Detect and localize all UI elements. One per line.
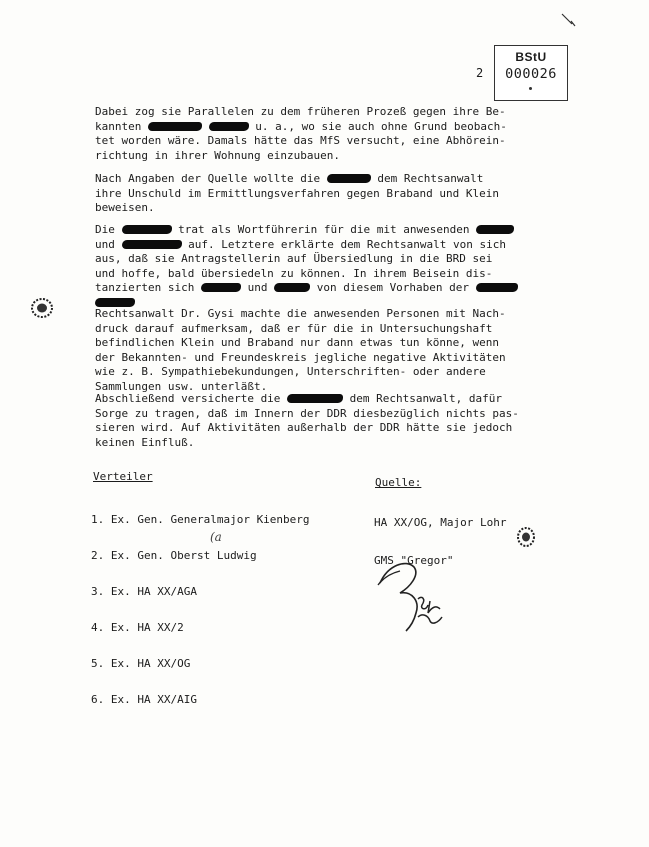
redaction-bar <box>274 283 310 292</box>
body-paragraph <box>95 392 565 450</box>
text-line <box>95 421 565 436</box>
distribution-item: 2. Ex. Gen. Oberst Ludwig <box>91 549 257 562</box>
body-paragraph <box>95 105 565 163</box>
text-line <box>95 336 565 351</box>
corner-pen-mark <box>560 12 580 32</box>
source-line: GMS "Gregor" <box>374 553 454 567</box>
text-line <box>95 201 565 216</box>
text-segment: wie z. B. Sympathiebekundungen, Unterschriften- oder andere <box>95 365 486 378</box>
stamp-number: 000026 <box>505 66 557 82</box>
redaction-bar <box>476 225 514 234</box>
redaction-bar <box>201 283 241 292</box>
text-line <box>95 120 565 135</box>
distribution-heading: Verteiler <box>93 470 153 483</box>
distribution-item: 6. Ex. HA XX/AIG <box>91 693 197 706</box>
text-segment: ihre Unschuld im Ermittlungsverfahren gegen Braband und Klein <box>95 186 499 200</box>
text-segment <box>202 120 209 133</box>
body-paragraph <box>95 307 565 394</box>
text-segment: dem Rechtsanwalt, dafür <box>343 392 503 405</box>
redaction-bar <box>287 394 343 403</box>
redaction-bar <box>122 240 182 249</box>
text-line <box>95 134 565 149</box>
text-line <box>95 392 565 407</box>
stamp-org: BStU <box>515 50 547 64</box>
text-segment: befindlichen Klein und Braband nur dann etwas tun könne, wenn <box>95 336 499 349</box>
text-line <box>95 252 565 267</box>
text-line <box>95 365 565 380</box>
text-segment: und hoffe, bald übersiedeln zu können. In ihrem Beisein dis- <box>95 266 493 280</box>
text-segment: Abschließend versicherte die <box>95 392 288 405</box>
text-segment: kannten <box>95 119 148 133</box>
handwritten-signature <box>370 555 450 635</box>
text-segment: auf. Letztere erklärte dem Rechtsanwalt von sich <box>181 237 507 251</box>
margin-punch-mark-2 <box>515 525 537 549</box>
text-line <box>95 238 565 253</box>
body-paragraph <box>95 172 565 216</box>
source-line: HA XX/OG, Major Lohr <box>374 516 507 529</box>
redaction-bar <box>476 283 518 292</box>
text-segment: u. a., wo sie auch ohne Grund beobach- <box>248 119 507 133</box>
text-line <box>95 105 565 120</box>
source-heading: Quelle: <box>375 476 422 489</box>
distribution-item: 1. Ex. Gen. Generalmajor Kienberg <box>91 513 310 526</box>
text-segment: tet worden wäre. Damals hätte das MfS versucht, eine Abhörein- <box>95 134 506 147</box>
text-segment: sieren wird. Auf Aktivitäten außerhalb der DDR hätte sie jedoch <box>95 421 513 434</box>
distribution-item: 5. Ex. HA XX/OG <box>91 657 191 670</box>
text-segment: keinen Einfluß. <box>95 435 195 449</box>
text-line <box>95 267 565 282</box>
text-line <box>95 172 565 187</box>
text-line <box>95 407 565 422</box>
text-line <box>95 322 565 337</box>
distribution-item: 3. Ex. HA XX/AGA <box>91 585 197 598</box>
text-line <box>95 436 565 451</box>
text-segment: der Bekannten- und Freundeskreis jegliche negative Aktivitäten <box>95 350 506 364</box>
text-line <box>95 149 565 164</box>
redaction-bar <box>95 298 135 307</box>
text-segment: von diesem Vorhaben der <box>310 281 476 294</box>
text-segment: dem Rechtsanwalt <box>370 172 484 185</box>
distribution-item: 4. Ex. HA XX/2 <box>91 621 184 634</box>
text-segment: Die <box>95 223 122 236</box>
page-number: 2 <box>476 66 484 80</box>
text-segment: Sammlungen usw. unterläßt. <box>95 379 268 393</box>
text-segment: beweisen. <box>95 201 155 214</box>
distribution-list <box>91 490 310 730</box>
redaction-bar <box>209 122 249 131</box>
text-segment: tanzierten sich <box>95 281 201 294</box>
redaction-bar <box>327 174 371 183</box>
text-segment: Sorge zu tragen, daß im Innern der DDR diesbezüglich nichts pas- <box>95 406 519 420</box>
text-segment: Nach Angaben der Quelle wollte die <box>95 172 327 185</box>
text-segment: trat als Wortführerin für die mit anwesenden <box>171 223 477 236</box>
text-segment: druck darauf aufmerksam, daß er für die in Untersuchungshaft <box>95 321 493 335</box>
bstu-archive-stamp <box>494 45 568 101</box>
margin-punch-mark <box>28 295 56 321</box>
text-segment: richtung in ihrer Wohnung einzubauen. <box>95 148 341 162</box>
redaction-bar <box>148 122 202 131</box>
text-line <box>95 351 565 366</box>
text-line <box>95 187 565 202</box>
text-segment: Rechtsanwalt Dr. Gysi machte die anwesenden Personen mit Nach- <box>95 307 506 320</box>
stamp-dot <box>529 87 532 90</box>
text-line <box>95 223 565 238</box>
text-line <box>95 307 565 322</box>
body-paragraph <box>95 223 565 310</box>
text-line <box>95 281 565 296</box>
text-segment: Dabei zog sie Parallelen zu dem früheren Prozeß gegen ihre Be- <box>95 105 506 118</box>
text-segment: und <box>240 281 275 294</box>
text-segment: und <box>95 237 122 251</box>
text-segment: aus, daß sie Antragstellerin auf Übersiedlung in die BRD sei <box>95 252 493 265</box>
handwritten-note: (a <box>210 530 222 544</box>
redaction-bar <box>122 225 172 234</box>
